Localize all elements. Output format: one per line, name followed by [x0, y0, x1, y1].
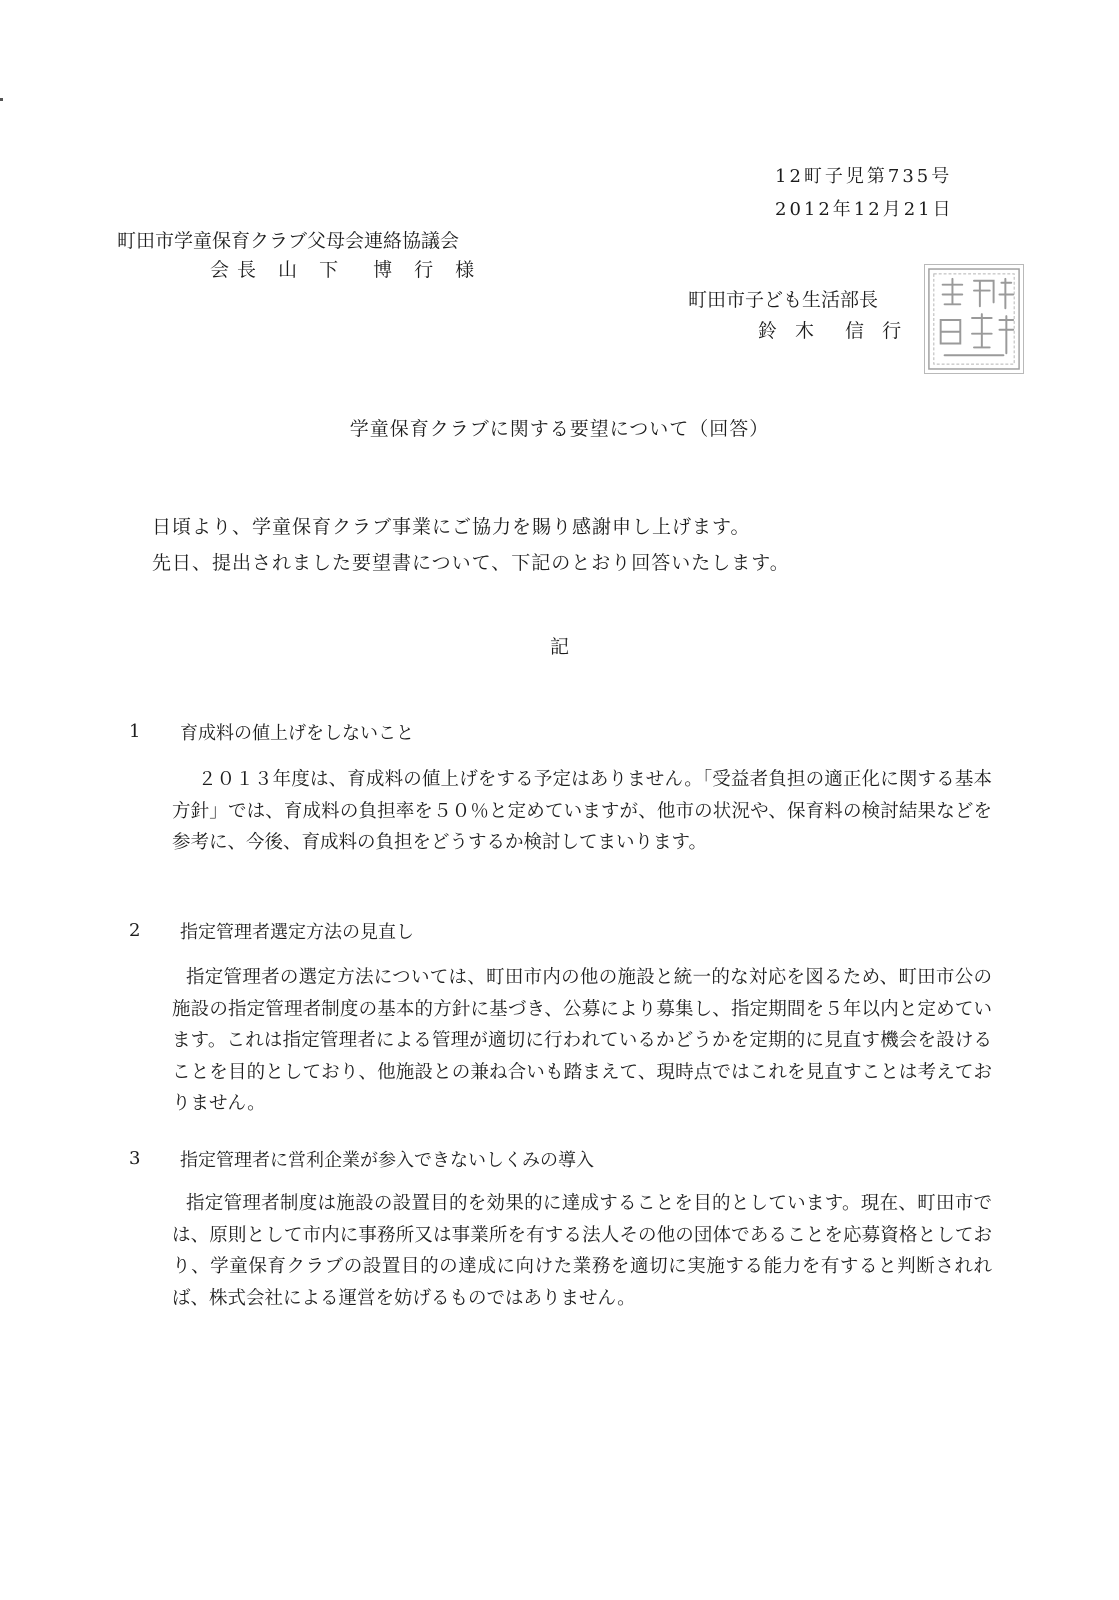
- item-1-body: ２０１３年度は、育成料の値上げをする予定はありません。「受益者負担の適正化に関する基本方針」では、育成料の負担率を５０％と定めていますが、他市の状況や、保育料の検討結果などを参考に、今後、育成料の負担をどうするか検討してまいります。: [172, 769, 992, 853]
- item-2-number: 2: [129, 920, 141, 941]
- sender-department: 町田市子ども生活部長: [688, 289, 879, 311]
- item-1-heading: 育成料の値上げをしないこと: [180, 723, 414, 744]
- scan-speck: [0, 98, 3, 101]
- item-3-body: 指定管理者制度は施設の設置目的を効果的に達成することを目的としています。現在、町田市では、原則として市内に事務所又は事業所を有する法人その他の団体であることを応募資格としており、学童保育クラブの設置目的の達成に向けた業務を適切に実施する能力を有すると判断されれば、株式会社による運営を妨げるものではありません。: [172, 1193, 992, 1309]
- greeting-line-2: 先日、提出されました要望書について、下記のとおり回答いたします。: [152, 552, 790, 574]
- recipient-name: 会長 山 下 博 行 様: [210, 259, 483, 281]
- item-2-body: 指定管理者の選定方法については、町田市内の他の施設と統一的な対応を図るため、町田市公の施設の指定管理者制度の基本的方針に基づき、公募により募集し、指定期間を５年以内と定めています。これは指定管理者による管理が適切に行われているかどうかを定期的に見直す機会を設けることを目的としており、他施設との兼ね合いも踏まえて、現時点ではこれを見直すことは考えておりません。: [172, 967, 992, 1114]
- sender-name: 鈴 木 信 行: [758, 320, 908, 342]
- reference-number: 12町子児第735号: [775, 166, 953, 187]
- document-date: 2012年12月21日: [775, 199, 954, 220]
- recipient-organization: 町田市学童保育クラブ父母会連絡協議会: [117, 230, 460, 252]
- official-seal-icon: [924, 264, 1024, 374]
- document-title: 学童保育クラブに関する要望について（回答）: [349, 418, 770, 440]
- item-3-heading: 指定管理者に営利企業が参入できないしくみの導入: [180, 1150, 594, 1171]
- ki-heading: 記: [549, 636, 569, 658]
- greeting-line-1: 日頃より、学童保育クラブ事業にご協力を賜り感謝申し上げます。: [152, 516, 751, 538]
- item-1-number: 1: [129, 721, 141, 742]
- item-2-heading: 指定管理者選定方法の見直し: [180, 922, 414, 943]
- item-3-number: 3: [129, 1148, 141, 1169]
